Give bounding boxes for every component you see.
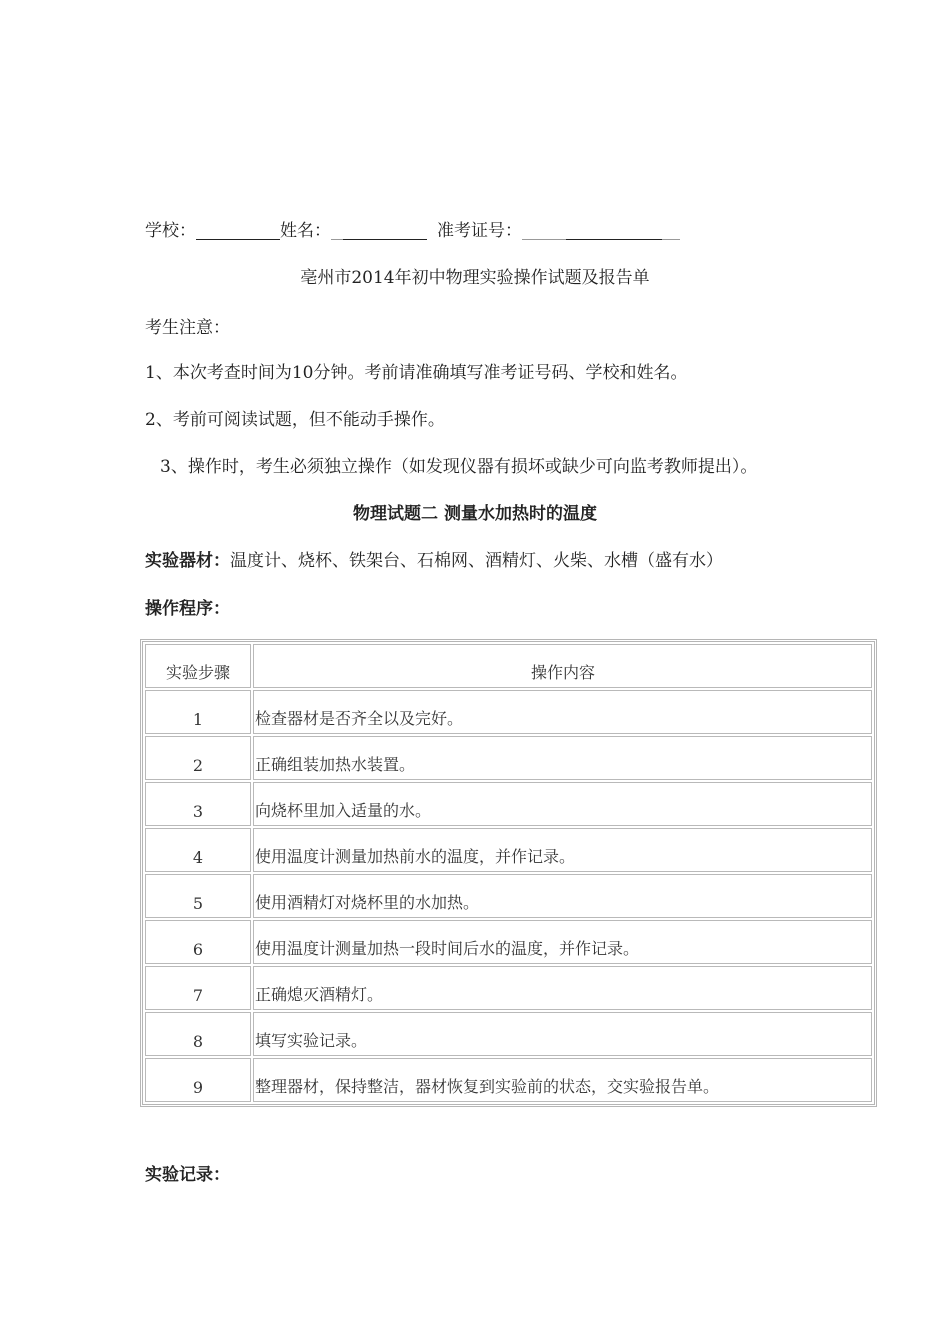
step-number: 9 [145,1058,251,1102]
name-label: 姓名： [280,221,331,241]
table-row [145,828,872,872]
equipment-line [145,546,723,571]
exam-id-blank [566,221,662,240]
exam-id-blank-tail [662,221,680,240]
notice-heading: 考生注意： [145,318,230,338]
step-number: 8 [145,1012,251,1056]
procedure-heading: 操作程序： [145,599,230,619]
step-number: 5 [145,874,251,918]
step-number: 3 [145,782,251,826]
equipment-label: 实验器材： [145,551,230,571]
table-row [145,782,872,826]
name-blank [343,221,427,240]
step-content: 正确组装加热水装置。 [253,736,872,780]
step-number: 7 [145,966,251,1010]
school-label: 学校： [145,221,196,241]
step-number: 1 [145,690,251,734]
step-number: 2 [145,736,251,780]
table-row [145,1058,872,1102]
record-heading: 实验记录： [145,1165,230,1185]
document-title: 亳州市2014年初中物理实验操作试题及报告单 [300,268,650,288]
steps-table [140,639,877,1107]
step-content: 检查器材是否齐全以及完好。 [253,690,872,734]
name-blank-lead [331,221,343,240]
notice-item: 2、考前可阅读试题，但不能动手操作。 [145,410,445,430]
step-content: 正确熄灭酒精灯。 [253,966,872,1010]
equipment-text: 温度计、烧杯、铁架台、石棉网、酒精灯、火柴、水槽（盛有水） [230,551,723,571]
step-number: 4 [145,828,251,872]
exam-id-blank-lead [522,221,566,240]
exam-title: 物理试题二 测量水加热时的温度 [353,504,597,524]
header-content: 操作内容 [253,644,872,688]
step-content: 向烧杯里加入适量的水。 [253,782,872,826]
table-row [145,874,872,918]
step-content: 填写实验记录。 [253,1012,872,1056]
school-blank [196,221,280,240]
header-fields [145,216,680,241]
step-number: 6 [145,920,251,964]
notice-item: 3、操作时，考生必须独立操作（如发现仪器有损坏或缺少可向监考教师提出）。 [160,457,758,477]
notice-item: 1、本次考查时间为10分钟。考前请准确填写准考证号码、学校和姓名。 [145,363,688,383]
exam-id-label: 准考证号： [437,221,522,241]
step-content: 使用温度计测量加热一段时间后水的温度，并作记录。 [253,920,872,964]
step-content: 整理器材，保持整洁，器材恢复到实验前的状态，交实验报告单。 [253,1058,872,1102]
header-step: 实验步骤 [145,644,251,688]
table-row [145,736,872,780]
table-row [145,690,872,734]
table-row [145,1012,872,1056]
step-content: 使用酒精灯对烧杯里的水加热。 [253,874,872,918]
table-row [145,966,872,1010]
step-content: 使用温度计测量加热前水的温度，并作记录。 [253,828,872,872]
table-row [145,920,872,964]
table-header-row [145,644,872,688]
